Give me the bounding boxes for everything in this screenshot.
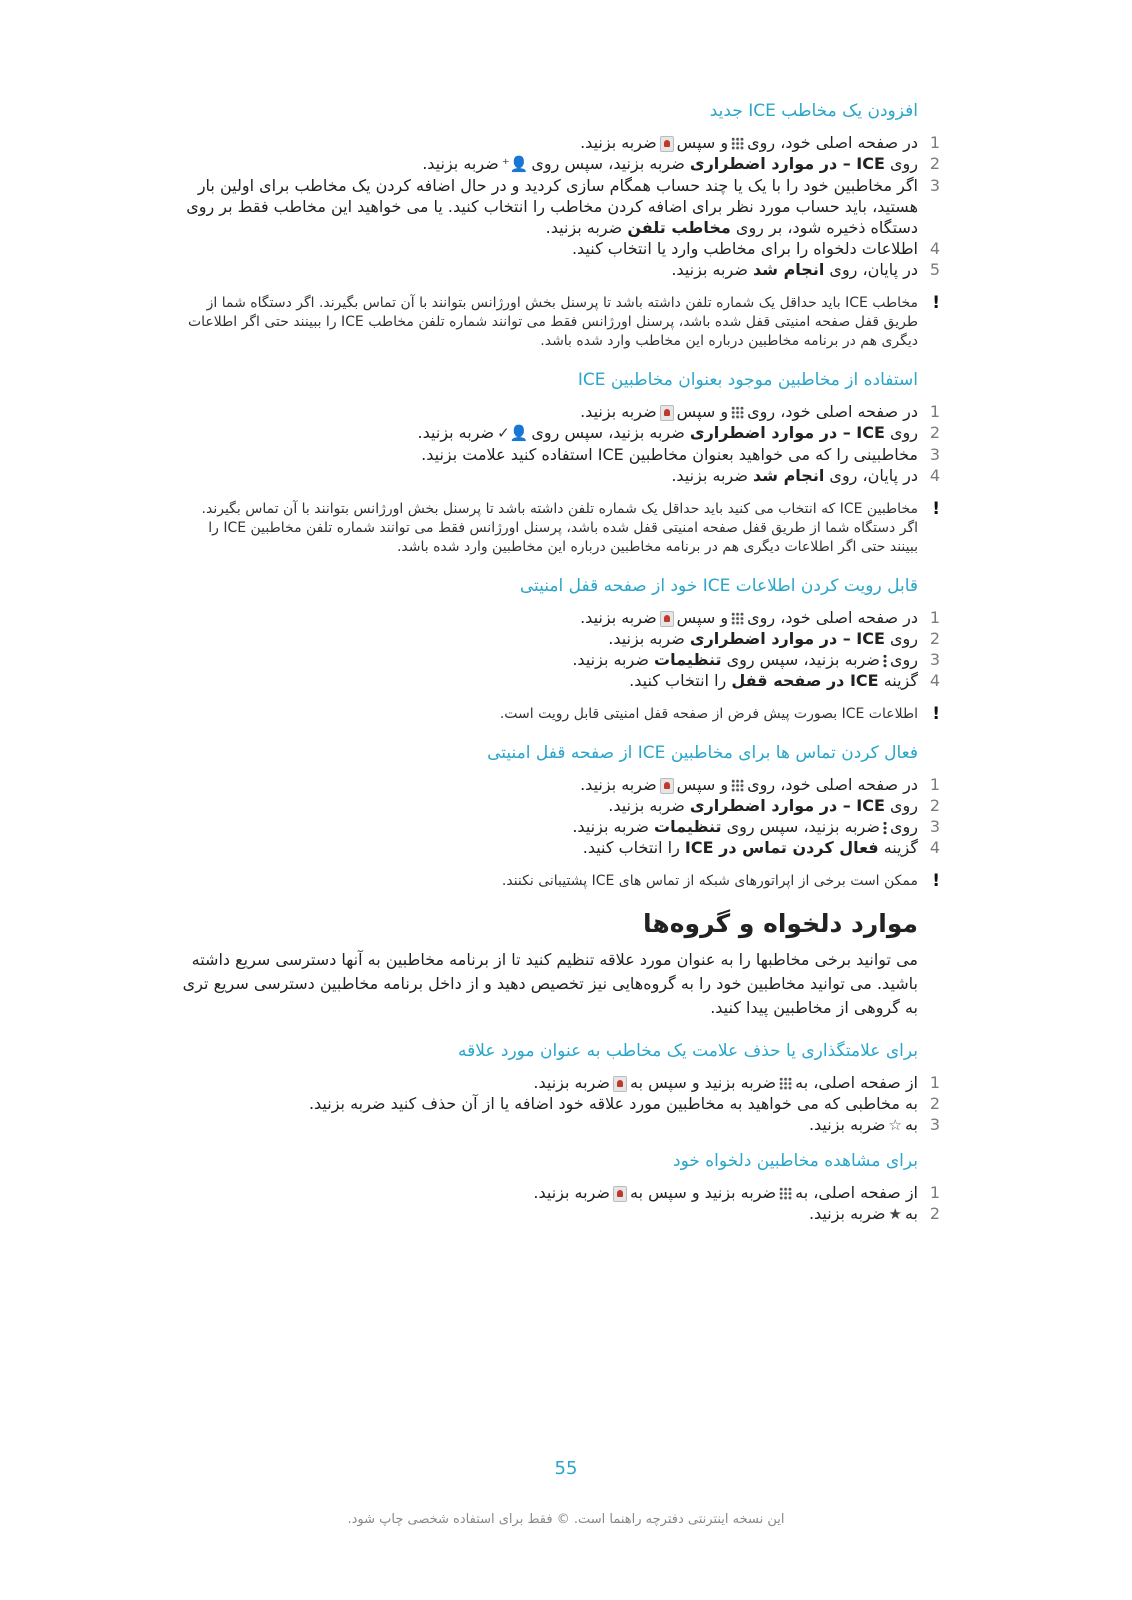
step-item: [180, 465, 940, 486]
step-item: [180, 132, 940, 153]
step-number: 4: [929, 671, 940, 690]
ui-term: انجام شد: [753, 466, 825, 485]
step-text: و سپس: [676, 775, 729, 794]
document-page: [180, 100, 940, 1239]
step-item: [180, 1182, 940, 1203]
section-title: استفاده از مخاطبین موجود بعنوان مخاطبین ICE: [577, 370, 918, 390]
section-title: فعال کردن تماس ها برای مخاطبین ICE از صفحه قفل امنیتی: [487, 743, 918, 763]
note-text: مخاطبین ICE که انتخاب می کنید باید حداقل یک شماره تلفن داشته باشد تا پرسنل بخش اورژانس بتوانند با آن تماس بگیرند. اگر دستگاه شما از طریق قفل صفحه امنیتی قفل شده باشد، پرسنل اورژانس فقط می توانند شماره تلفن مخاطبین ICE را ببینند حتی اگر اطلاعات دیگری هم در برنامه مخاطبین درباره این مخاطبین وارد شده باشد.: [201, 501, 918, 555]
apps-grid-icon: [731, 612, 744, 625]
step-text: ضربه بزنید، سپس روی: [531, 154, 685, 173]
step-number: 1: [929, 608, 940, 627]
ui-term: فعال کردن تماس در ICE: [684, 838, 879, 857]
step-text: در صفحه اصلی خود، روی: [747, 402, 918, 421]
note: [180, 705, 940, 724]
step-text: مخاطبینی را که می خواهید بعنوان مخاطبین ICE استفاده کنید علامت بزنید.: [421, 445, 918, 464]
ui-term: ICE – در موارد اضطراری: [689, 423, 885, 442]
ui-term: تنظیمات: [654, 650, 722, 669]
step-text: ضربه بزنید.: [545, 218, 623, 237]
step-text: از صفحه اصلی، به: [795, 1183, 918, 1202]
star-outline-icon: ☆: [888, 1116, 902, 1134]
step-item: [180, 1114, 940, 1136]
footer-notice: این نسخه اینترنتی دفترچه راهنما است. © فقط برای استفاده شخصی چاپ شود.: [347, 1512, 785, 1527]
step-text: را انتخاب کنید.: [629, 671, 727, 690]
step-number: 2: [929, 796, 940, 815]
step-number: 2: [929, 423, 940, 442]
ui-term: ICE در صفحه قفل: [731, 671, 879, 690]
step-text: در صفحه اصلی خود، روی: [747, 775, 918, 794]
section-title: افزودن یک مخاطب ICE جدید: [709, 101, 918, 121]
step-text: ضربه بزنید.: [417, 423, 495, 442]
step-item: [180, 628, 940, 649]
step-item: [180, 238, 940, 259]
contacts-app-icon: [613, 1076, 627, 1092]
add-contact-icon: 👤⁺: [501, 155, 529, 173]
step-text: در پایان، روی: [829, 466, 918, 485]
step-text: از صفحه اصلی، به: [795, 1073, 918, 1092]
select-contact-icon: 👤✓: [497, 424, 529, 442]
step-number: 1: [929, 1183, 940, 1202]
step-text: ضربه بزنید، سپس روی: [531, 423, 685, 442]
section-title: قابل رویت کردن اطلاعات ICE خود از صفحه قفل امنیتی: [519, 576, 918, 596]
step-text: در صفحه اصلی خود، روی: [747, 608, 918, 627]
step-item: [180, 422, 940, 444]
ui-term: ICE – در موارد اضطراری: [689, 629, 885, 648]
warning-icon: !: [932, 499, 940, 519]
step-text: ضربه بزنید، سپس روی: [726, 817, 881, 836]
apps-grid-icon: [779, 1187, 792, 1200]
step-item: [180, 795, 940, 816]
step-number: 2: [929, 154, 940, 173]
contacts-app-icon: [613, 1186, 627, 1202]
page-number: 55: [554, 1458, 578, 1479]
warning-icon: !: [932, 704, 940, 724]
step-text: در پایان، روی: [829, 260, 918, 279]
note: [180, 500, 940, 557]
step-text: روی: [890, 796, 918, 815]
step-number: 1: [929, 775, 940, 794]
section-mark-favorite: [180, 1040, 940, 1136]
step-text: ضربه بزنید.: [671, 260, 748, 279]
step-number: 1: [929, 1073, 940, 1092]
step-list: [180, 132, 940, 280]
section-ice-calls: [180, 742, 940, 891]
step-text: به مخاطبی که می خواهید به مخاطبین مورد علاقه خود اضافه یا از آن حذف کنید ضربه بزنید.: [308, 1094, 918, 1113]
step-text: و سپس: [676, 133, 729, 152]
step-item: [180, 670, 940, 691]
step-item: [180, 837, 940, 858]
step-text: ضربه بزنید.: [671, 466, 748, 485]
step-list: [180, 1182, 940, 1225]
step-text: روی: [890, 629, 918, 648]
note-text: مخاطب ICE باید حداقل یک شماره تلفن داشته باشد تا پرسنل بخش اورژانس بتوانند با آن تماس بگیرند. اگر دستگاه شما از طریق قفل صفحه امنیتی قفل شده باشد، پرسنل اورژانس فقط می توانند شماره تلفن مخاطب ICE را ببینند حتی اگر اطلاعات دیگری هم در برنامه مخاطبین درباره این مخاطب وارد شده باشد.: [187, 295, 918, 349]
section-add-ice: [180, 100, 940, 351]
step-number: 3: [929, 1115, 940, 1134]
intro-paragraph: می توانید برخی مخاطبها را به عنوان مورد علاقه تنظیم کنید تا از برنامه مخاطبین به آنها دسترسی سریع داشته باشید. می توانید مخاطبین خود را به گروه‌هایی نیز تخصیص دهید و از داخل برنامه مخاطبین دسترسی سریع تری به گروهی از مخاطبین پیدا کنید.: [182, 950, 918, 1017]
ui-term: تنظیمات: [654, 817, 722, 836]
step-number: 3: [929, 650, 940, 669]
step-number: 4: [929, 239, 940, 258]
step-item: [180, 816, 940, 837]
step-number: 5: [929, 260, 940, 279]
apps-grid-icon: [731, 779, 744, 792]
contacts-app-icon: [660, 611, 674, 627]
step-text: ضربه بزنید.: [580, 608, 657, 627]
step-number: 1: [929, 133, 940, 152]
step-text: ضربه بزنید.: [572, 817, 649, 836]
step-text: ضربه بزنید.: [580, 775, 657, 794]
step-list: [180, 607, 940, 691]
step-text: ضربه بزنید.: [533, 1183, 610, 1202]
section-view-favorites: [180, 1150, 940, 1225]
section-title: برای علامتگذاری یا حذف علامت یک مخاطب به عنوان مورد علاقه: [457, 1041, 918, 1061]
step-text: ضربه بزنید.: [580, 402, 657, 421]
note-text: اطلاعات ICE بصورت پیش فرض از صفحه قفل امنیتی قابل رویت است.: [499, 706, 918, 722]
step-list: [180, 401, 940, 486]
step-number: 2: [929, 629, 940, 648]
step-item: [180, 153, 940, 175]
warning-icon: !: [932, 871, 940, 891]
section-title: برای مشاهده مخاطبین دلخواه خود: [673, 1151, 918, 1171]
ui-term: انجام شد: [753, 260, 825, 279]
step-text: ضربه بزنید، سپس روی: [726, 650, 881, 669]
ui-term: مخاطب تلفن: [627, 218, 731, 237]
step-text: ضربه بزنید.: [580, 133, 657, 152]
apps-grid-icon: [779, 1077, 792, 1090]
step-number: 2: [929, 1204, 940, 1223]
step-item: [180, 774, 940, 795]
step-item: [180, 259, 940, 280]
step-text: اطلاعات دلخواه را برای مخاطب وارد یا انتخاب کنید.: [571, 239, 918, 258]
note-text: ممکن است برخی از اپراتورهای شبکه از تماس های ICE پشتیبانی نکنند.: [501, 873, 918, 889]
step-text: روی: [890, 817, 918, 836]
step-text: در صفحه اصلی خود، روی: [747, 133, 918, 152]
step-text: ضربه بزنید.: [608, 629, 685, 648]
contacts-app-icon: [660, 778, 674, 794]
step-text: ضربه بزنید.: [808, 1204, 886, 1223]
step-text: روی: [890, 154, 918, 173]
contacts-app-icon: [660, 136, 674, 152]
step-text: ضربه بزنید.: [572, 650, 649, 669]
step-text: و سپس: [676, 402, 729, 421]
step-item: [180, 649, 940, 670]
step-text: ضربه بزنید و سپس به: [629, 1183, 777, 1202]
step-number: 4: [929, 466, 940, 485]
step-text: ضربه بزنید.: [422, 154, 499, 173]
step-number: 3: [929, 817, 940, 836]
step-text: اگر مخاطبین خود را با یک یا چند حساب همگام سازی کردید و در حال اضافه کردن یک مخاطب برای اولین بار هستید، باید حساب مورد نظر برای اضافه کردن مخاطب را انتخاب کنید. یا می خواهید این مخاطب فقط بر روی دستگاه ذخیره شود، بر روی: [186, 176, 918, 237]
overflow-menu-icon: [883, 821, 887, 835]
apps-grid-icon: [731, 406, 744, 419]
step-item: [180, 1203, 940, 1225]
step-item: [180, 607, 940, 628]
warning-icon: !: [932, 293, 940, 313]
step-text: ضربه بزنید.: [533, 1073, 610, 1092]
overflow-menu-icon: [883, 654, 887, 668]
ui-term: ICE – در موارد اضطراری: [689, 796, 885, 815]
step-item: [180, 401, 940, 422]
step-text: گزینه: [883, 671, 918, 690]
step-list: [180, 774, 940, 858]
page-heading: موارد دلخواه و گروه‌ها: [643, 909, 918, 938]
section-ice-lockscreen: [180, 575, 940, 724]
step-item: [180, 444, 940, 465]
step-list: [180, 1072, 940, 1136]
step-text: به: [904, 1204, 918, 1223]
step-text: روی: [890, 423, 918, 442]
step-number: 1: [929, 402, 940, 421]
step-number: 4: [929, 838, 940, 857]
step-text: گزینه: [883, 838, 918, 857]
step-text: ضربه بزنید.: [608, 796, 685, 815]
apps-grid-icon: [731, 137, 744, 150]
step-text: ضربه بزنید و سپس به: [629, 1073, 777, 1092]
step-item: [180, 175, 940, 238]
step-number: 3: [929, 445, 940, 464]
section-existing-ice: [180, 369, 940, 557]
step-item: [180, 1072, 940, 1093]
step-text: ضربه بزنید.: [808, 1115, 886, 1134]
ui-term: ICE – در موارد اضطراری: [689, 154, 885, 173]
step-text: روی: [890, 650, 918, 669]
step-text: و سپس: [676, 608, 729, 627]
star-filled-icon: ★: [888, 1205, 902, 1223]
note: [180, 294, 940, 351]
step-text: به: [904, 1115, 918, 1134]
step-text: را انتخاب کنید.: [582, 838, 680, 857]
note: [180, 872, 940, 891]
contacts-app-icon: [660, 405, 674, 421]
step-item: [180, 1093, 940, 1114]
step-number: 2: [929, 1094, 940, 1113]
step-number: 3: [929, 176, 940, 195]
